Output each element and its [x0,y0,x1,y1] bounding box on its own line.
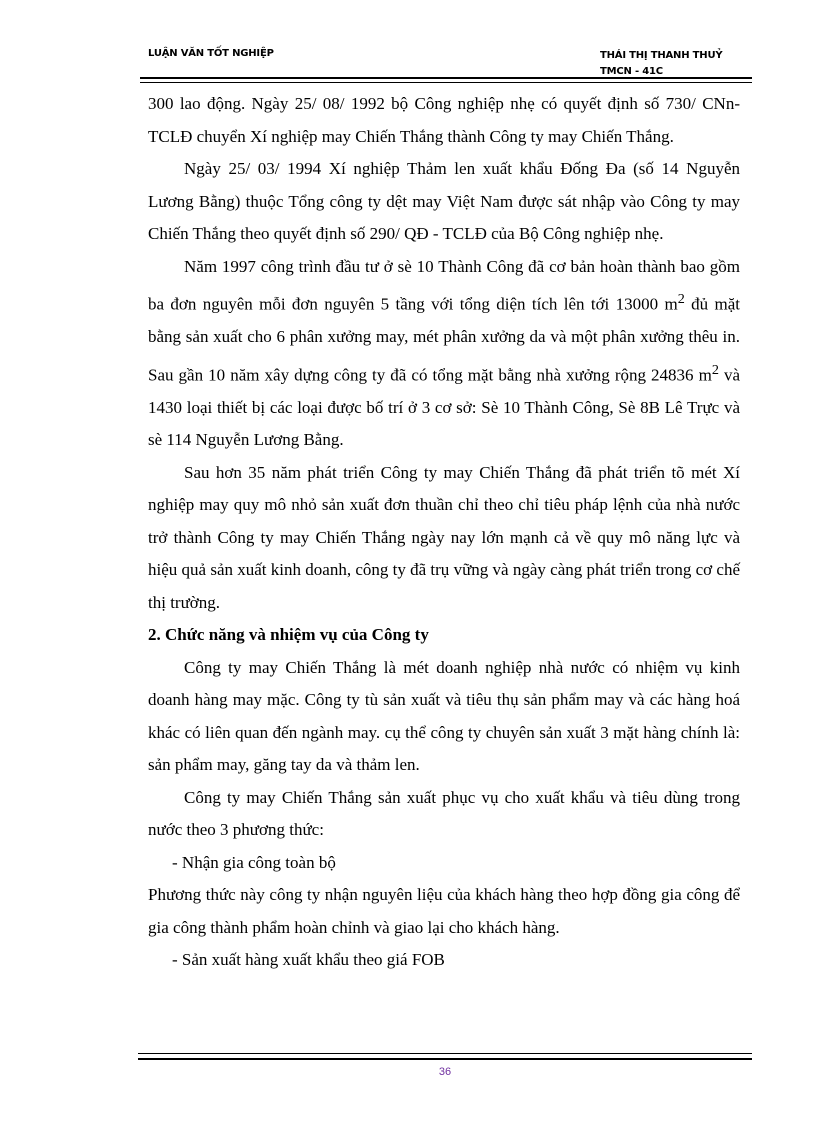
paragraph-4: Sau hơn 35 năm phát triển Công ty may Chiến Thắng đã phát triển tõ mét Xí nghiệp may quy mô nhỏ sản xuất đơn thuần chỉ theo chỉ tiêu pháp lệnh của nhà nước trở thành Công ty may Chiến Thắng ngày nay lớn mạnh cả về quy mô năng lực và hiệu quả sản xuất kinh doanh, công ty đã trụ vững và ngày càng phát triển trong cơ chế thị trường. [148,462,740,612]
paragraph-1: 300 lao động. Ngày 25/ 08/ 1992 bộ Công nghiệp nhẹ có quyết định số 730/ CNn-TCLĐ chuyển Xí nghiệp may Chiến Thắng thành Công ty may Chiến Thắng. [148,94,740,146]
paragraph-2: Ngày 25/ 03/ 1994 Xí nghiệp Thảm len xuất khẩu Đống Đa (số 14 Nguyễn Lương Bằng) thuộc Tổng công ty dệt may Việt Nam được sát nhập vào Công ty may Chiến Thắng theo quyết định số 290/ QĐ - TCLĐ của Bộ Công nghiệp nhẹ. [148,159,740,243]
page-number: 36 [438,1066,452,1078]
header-author-class: TMCN - 41C [600,66,663,77]
superscript-2-a: 2 [677,291,685,307]
paragraph-7: Phương thức này công ty nhận nguyên liệu của khách hàng theo hợp đồng gia công để gia công thành phẩm hoàn chỉnh và giao lại cho khách hàng. [148,885,740,937]
footer-rule-thin [138,1053,752,1054]
header-rule-thick [140,77,752,79]
section-heading: 2. Chức năng và nhiệm vụ của Công ty [148,625,429,645]
header-rule-thin [140,82,752,83]
paragraph-3-part-b: đủ mặt bằng sản xuất cho 6 phân xưởng may, mét phân xưởng da và một phân xưởng thêu in. Sau gần 10 năm xây dựng công ty đã có tổng mặt bằng nhà xưởng rộng 24836 m [148,294,740,385]
superscript-2-b: 2 [711,361,719,378]
paragraph-6: Công ty may Chiến Thắng sản xuất phục vụ cho xuất khẩu và tiêu dùng trong nước theo 3 phương thức: [148,787,740,840]
paragraph-3 [148,251,740,457]
header-author-name: THÁI THỊ THANH THUỶ [600,50,723,61]
bullet-item-2: - Sản xuất hàng xuất khẩu theo giá FOB [172,950,445,970]
paragraph-5: Công ty may Chiến Thắng là mét doanh nghiệp nhà nước có nhiệm vụ kinh doanh hàng may mặc. Công ty tù sản xuất và tiêu thụ sản phẩm may và các hàng hoá khác có liên quan đến ngành may. cụ thể công ty chuyên sản xuất 3 mặt hàng chính là: sản phẩm may, găng tay da và thảm len. [148,657,740,775]
document-body [148,88,740,977]
header-left-title: LUẬN VĂN TỐT NGHIỆP [148,48,274,59]
header-right-author [600,48,740,80]
paragraph-3-part-a: Năm 1997 công trình đầu tư ở sè 10 Thành Công đã cơ bản hoàn thành bao gồm ba đơn nguyên mỗi đơn nguyên 5 tầng với tổng diện tích lên tới 13000 m [148,256,740,314]
bullet-item-1: - Nhận gia công toàn bộ [172,852,336,872]
paragraph-3-part-c: và 1430 loại thiết bị các loại được bố trí ở 3 cơ sở: Sè 10 Thành Công, Sè 8B Lê Trực và sè 114 Nguyễn Lương Bằng. [148,365,741,450]
footer-rule-thick [138,1058,752,1060]
